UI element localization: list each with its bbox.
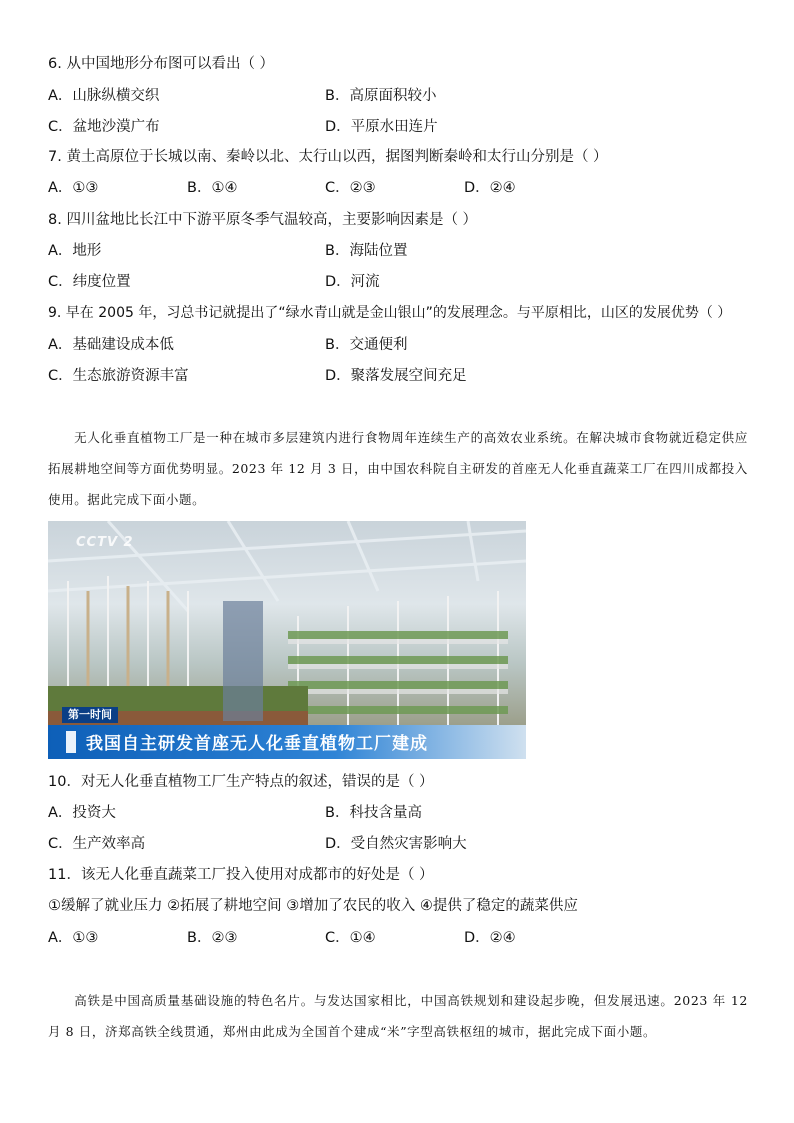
greenhouse-illustration (48, 521, 526, 759)
photo-caption: 我国自主研发首座无人化垂直植物工厂建成 (86, 734, 428, 754)
question-6-stem: 6. 从中国地形分布图可以看出（ ） (48, 56, 275, 72)
passage-factory-text: 无人化垂直植物工厂是一种在城市多层建筑内进行食物周年连续生产的高效农业系统。在解决城市食物就近稳定供应拓展耕地空间等方面优势明显。2023 年 12 月 3 日，由中国农科院自主研发的首座无人化垂直蔬菜工厂在四川成都投入使用。据此完成下面小题。 (48, 430, 748, 507)
question-9-stem: 9. 早在 2005 年，习总书记就提出了“绿水青山就是金山银山”的发展理念。与平原相比，山区的发展优势（ ） (48, 305, 732, 321)
question-6-option-d[interactable]: D．平原水田连片 (325, 119, 438, 135)
question-9-option-c[interactable]: C．生态旅游资源丰富 (48, 368, 189, 384)
question-8-option-a[interactable]: A．地形 (48, 243, 102, 259)
question-9-option-b[interactable]: B．交通便利 (325, 337, 408, 353)
question-11-option-a[interactable]: A．①③ (48, 930, 99, 946)
question-10-option-d[interactable]: D．受自然灾害影响大 (325, 836, 467, 852)
banner-accent (66, 731, 76, 753)
cctv-logo: CCTV 2 (76, 535, 134, 550)
question-8-option-b[interactable]: B．海陆位置 (325, 243, 408, 259)
question-10-option-c[interactable]: C．生产效率高 (48, 836, 146, 852)
question-10-option-a[interactable]: A．投资大 (48, 805, 116, 821)
question-8-stem: 8. 四川盆地比长江中下游平原冬季气温较高，主要影响因素是（ ） (48, 212, 478, 228)
question-9-option-d[interactable]: D．聚落发展空间充足 (325, 368, 467, 384)
passage-factory (48, 422, 748, 518)
question-11-option-c[interactable]: C．①④ (325, 930, 376, 946)
question-7-stem: 7. 黄土高原位于长城以南、秦岭以北、太行山以西，据图判断秦岭和太行山分别是（ ） (48, 149, 608, 165)
question-7-option-c[interactable]: C．②③ (325, 180, 376, 196)
question-6-option-b[interactable]: B．高原面积较小 (325, 88, 437, 104)
passage-railway-text: 高铁是中国高质量基础设施的特色名片。与发达国家相比，中国高铁规划和建设起步晚，但发展迅速。2023 年 12 月 8 日，济郑高铁全线贯通，郑州由此成为全国首个建成“米”字型高铁枢纽的城市，据此完成下面小题。 (48, 993, 748, 1039)
passage-railway (48, 985, 748, 1051)
news-photo (48, 521, 526, 759)
question-11-stem: 11．该无人化垂直蔬菜工厂投入使用对成都市的好处是（ ） (48, 867, 434, 883)
question-10-stem: 10．对无人化垂直植物工厂生产特点的叙述，错误的是（ ） (48, 774, 434, 790)
question-11-option-d[interactable]: D．②④ (464, 930, 516, 946)
question-10-option-b[interactable]: B．科技含量高 (325, 805, 422, 821)
question-7-option-d[interactable]: D．②④ (464, 180, 516, 196)
question-11-option-b[interactable]: B．②③ (187, 930, 238, 946)
question-8-option-c[interactable]: C．纬度位置 (48, 274, 131, 290)
caption-banner (48, 725, 526, 759)
question-7-option-a[interactable]: A．①③ (48, 180, 99, 196)
question-6-option-a[interactable]: A．山脉纵横交织 (48, 88, 160, 104)
program-tag: 第一时间 (62, 707, 118, 723)
question-9-option-a[interactable]: A．基础建设成本低 (48, 337, 174, 353)
question-6-option-c[interactable]: C．盆地沙漠广布 (48, 119, 160, 135)
question-8-option-d[interactable]: D．河流 (325, 274, 380, 290)
question-7-option-b[interactable]: B．①④ (187, 180, 238, 196)
question-11-statements: ①缓解了就业压力 ②拓展了耕地空间 ③增加了农民的收入 ④提供了稳定的蔬菜供应 (48, 898, 578, 914)
